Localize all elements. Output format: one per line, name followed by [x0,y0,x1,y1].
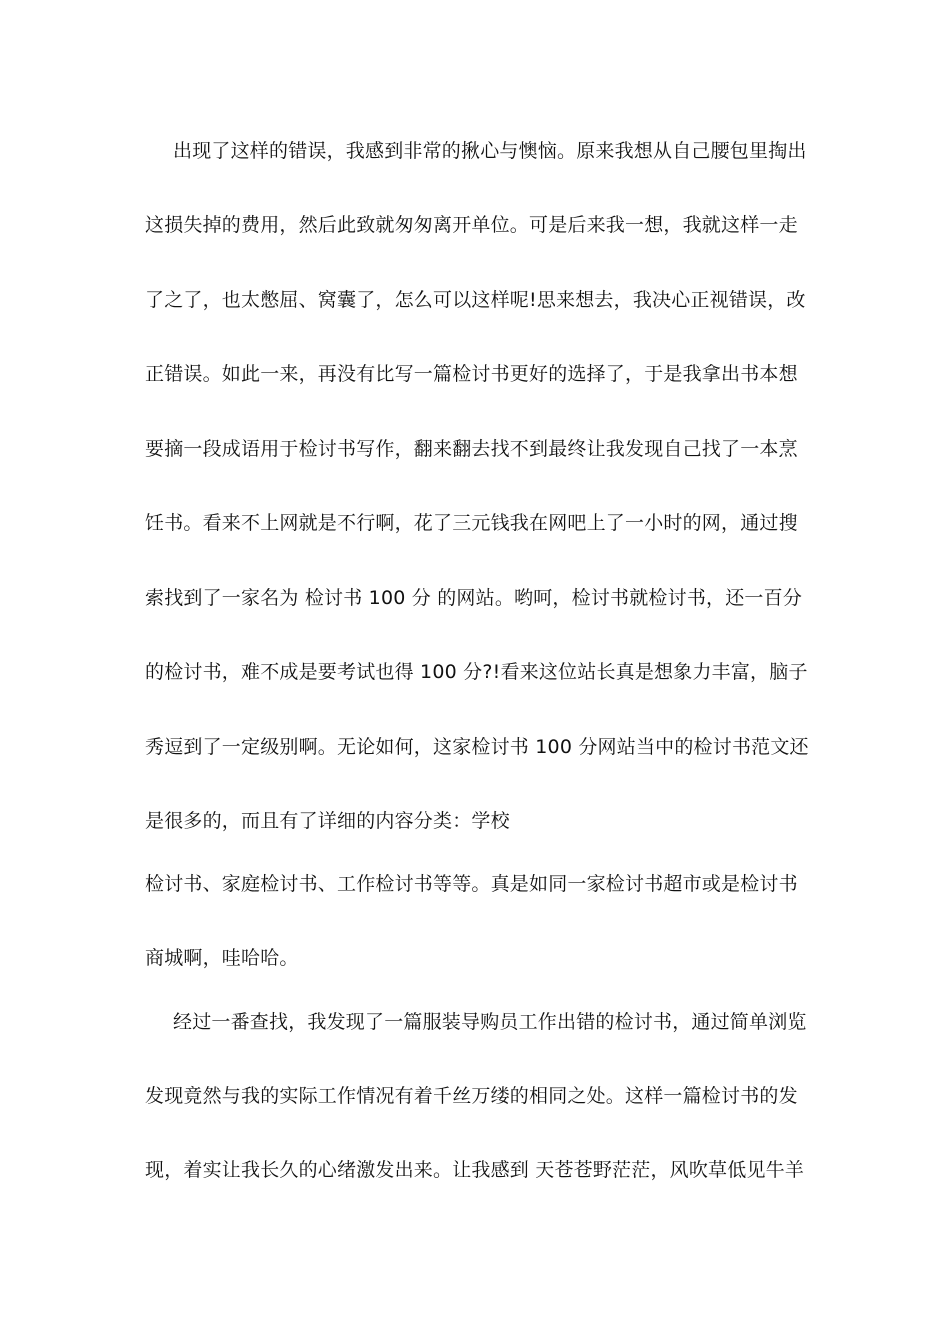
text-line-12: 商城啊，哇哈哈。 [145,947,299,969]
text-line-7: 索找到了一家名为 检讨书 100 分 的网站。哟呵，检讨书就检讨书，还一百分 [145,587,803,609]
text-line-10: 是很多的，而且有了详细的内容分类：学校 [145,810,510,832]
text-line-1: 出现了这样的错误，我感到非常的揪心与懊恼。原来我想从自己腰包里掏出 [173,140,807,162]
text-line-4: 正错误。如此一来，再没有比写一篇检讨书更好的选择了，于是我拿出书本想 [145,363,798,385]
text-line-15: 现，着实让我长久的心绪激发出来。让我感到 天苍苍野茫茫，风吹草低见牛羊 [145,1159,805,1181]
text-line-5: 要摘一段成语用于检讨书写作，翻来翻去找不到最终让我发现自己找了一本烹 [145,438,798,460]
text-line-9: 秀逗到了一定级别啊。无论如何，这家检讨书 100 分网站当中的检讨书范文还 [145,736,809,758]
text-line-2: 这损失掉的费用，然后此致就匆匆离开单位。可是后来我一想，我就这样一走 [145,214,798,236]
text-line-6: 饪书。看来不上网就是不行啊，花了三元钱我在网吧上了一小时的网，通过搜 [145,512,798,534]
text-line-8: 的检讨书，难不成是要考试也得 100 分?!看来这位站长真是想象力丰富，脑子 [145,661,808,683]
text-line-3: 了之了，也太憋屈、窝囊了，怎么可以这样呢!思来想去，我决心正视错误，改 [145,289,806,311]
text-line-11: 检讨书、家庭检讨书、工作检讨书等等。真是如同一家检讨书超市或是检讨书 [145,873,798,895]
text-line-14: 发现竟然与我的实际工作情况有着千丝万缕的相同之处。这样一篇检讨书的发 [145,1085,798,1107]
text-line-13: 经过一番查找，我发现了一篇服装导购员工作出错的检讨书，通过简单浏览 [173,1011,807,1033]
